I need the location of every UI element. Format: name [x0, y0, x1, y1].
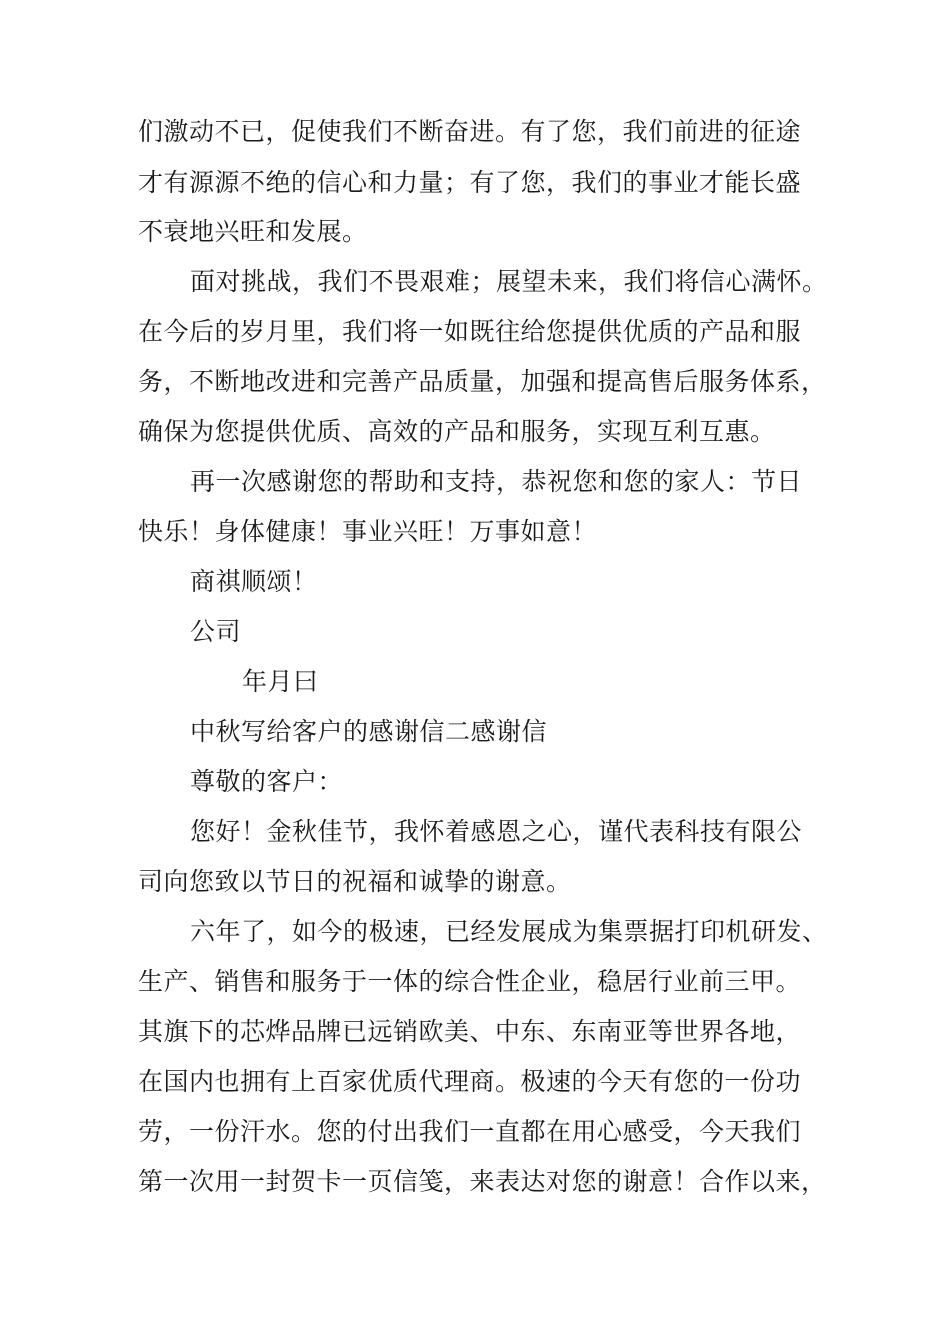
paragraph-first-line: 六年了，如今的极速，已经发展成为集票据打印机研发、: [190, 917, 828, 946]
paragraph-first-line: 您好！金秋佳节，我怀着感恩之心，谨代表科技有限公: [190, 817, 803, 846]
text-line: 其旗下的芯烨品牌已远销欧美、中东、东南亚等世界各地，: [138, 1017, 802, 1046]
text-line: 在今后的岁月里，我们将一如既往给您提供优质的产品和服: [138, 317, 802, 346]
text-line: 快乐！身体健康！事业兴旺！万事如意！: [138, 517, 598, 546]
text-line: 第一次用一封贺卡一页信笺，来表达对您的谢意！合作以来，: [138, 1167, 827, 1196]
text-line: 司向您致以节日的祝福和诚挚的谢意。: [138, 867, 572, 896]
text-line: 劳，一份汗水。您的付出我们一直都在用心感受，今天我们: [138, 1117, 802, 1146]
closing-salutation: 商祺顺颂！: [190, 567, 318, 596]
paragraph-first-line: 再一次感谢您的帮助和支持，恭祝您和您的家人：节日: [190, 467, 803, 496]
text-line: 们激动不已，促使我们不断奋进。有了您，我们前进的征途: [138, 117, 802, 146]
text-line: 生产、销售和服务于一体的综合性企业，稳居行业前三甲。: [138, 967, 802, 996]
section-title: 中秋写给客户的感谢信二感谢信: [190, 717, 548, 746]
text-line: 才有源源不绝的信心和力量；有了您，我们的事业才能长盛: [138, 168, 802, 197]
greeting: 尊敬的客户：: [190, 767, 344, 796]
text-line: 不衰地兴旺和发展。: [138, 217, 368, 246]
text-line: 在国内也拥有上百家优质代理商。极速的今天有您的一份功: [138, 1067, 802, 1096]
signature-company: 公司: [190, 617, 242, 646]
paragraph-first-line: 面对挑战，我们不畏艰难；展望未来，我们将信心满怀。: [190, 267, 828, 296]
text-line: 确保为您提供优质、高效的产品和服务，实现互利互惠。: [138, 417, 776, 446]
text-line: 务，不断地改进和完善产品质量，加强和提高售后服务体系，: [138, 367, 827, 396]
signature-date: 年月曰: [242, 667, 319, 696]
